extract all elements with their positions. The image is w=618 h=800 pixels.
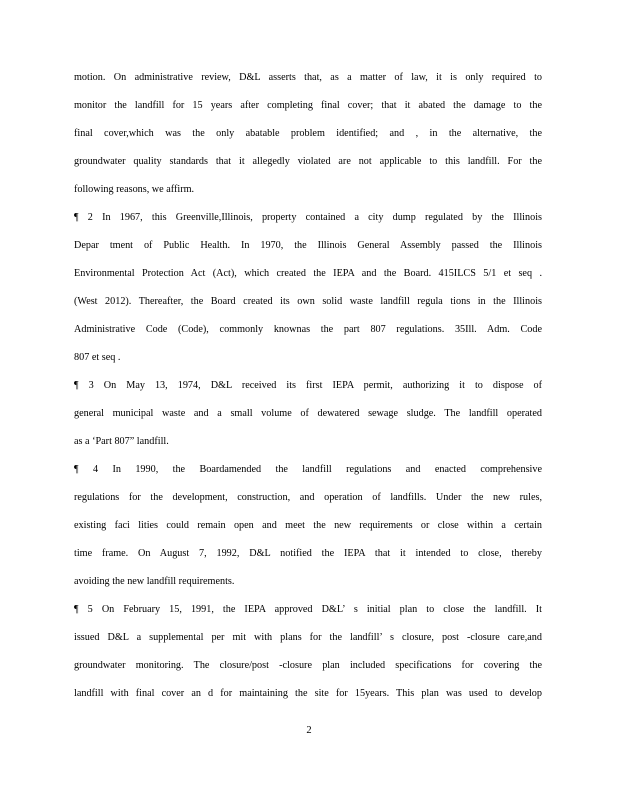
text-line: groundwater monitoring. The closure/post -closure plan included specifications for covering the [74,660,542,671]
paragraph-3-line: ¶ 3 On May 13, 1974, D&L received its first IEPA permit, authorizing it to dispose of [74,380,542,391]
text-line: Depar tment of Public Health. In 1970, the Illinois General Assembly passed the Illinois [74,240,542,251]
text-line: groundwater quality standards that it allegedly violated are not applicable to this landfill. For the [74,156,542,167]
text-line: (West 2012). Thereafter, the Board created its own solid waste landfill regula tions in the Illinois [74,296,542,307]
text-line: following reasons, we affirm. [74,184,195,195]
text-line: time frame. On August 7, 1992, D&L notified the IEPA that it intended to close, thereby [74,548,542,559]
paragraph-2-line: ¶ 2 In 1967, this Greenville,Illinois, property contained a city dump regulated by the Illinois [74,212,542,223]
text-line: Administrative Code (Code), commonly knownas the part 807 regulations. 35Ill. Adm. Code [74,324,542,335]
text-line: as a ‘Part 807” landfill. [74,436,169,447]
text-line: regulations for the development, construction, and operation of landfills. Under the new rules, [74,492,542,503]
text-line: monitor the landfill for 15 years after completing final cover; that it abated the damage to the [74,100,542,111]
page-number: 2 [306,725,312,736]
text-line: general municipal waste and a small volume of dewatered sewage sludge. The landfill operated [74,408,542,419]
text-line: existing faci lities could remain open and meet the new requirements or close within a certain [74,520,542,531]
text-line: issued D&L a supplemental per mit with plans for the landfill’ s closure, post -closure care,and [74,632,542,643]
text-line: motion. On administrative review, D&L asserts that, as a matter of law, it is only required to [74,72,542,83]
text-line: 807 et seq . [74,352,121,363]
text-line: avoiding the new landfill requirements. [74,576,235,587]
text-line: landfill with final cover an d for maintaining the site for 15years. This plan was used to develop [74,688,542,699]
text-line: Environmental Protection Act (Act), which created the IEPA and the Board. 415ILCS 5/1 et seq . [74,268,542,279]
paragraph-5-line: ¶ 5 On February 15, 1991, the IEPA approved D&L’ s initial plan to close the landfill. It [74,604,542,615]
paragraph-4-line: ¶ 4 In 1990, the Boardamended the landfill regulations and enacted comprehensive [74,464,542,475]
text-line: final cover,which was the only abatable problem identified; and , in the alternative, the [74,128,542,139]
